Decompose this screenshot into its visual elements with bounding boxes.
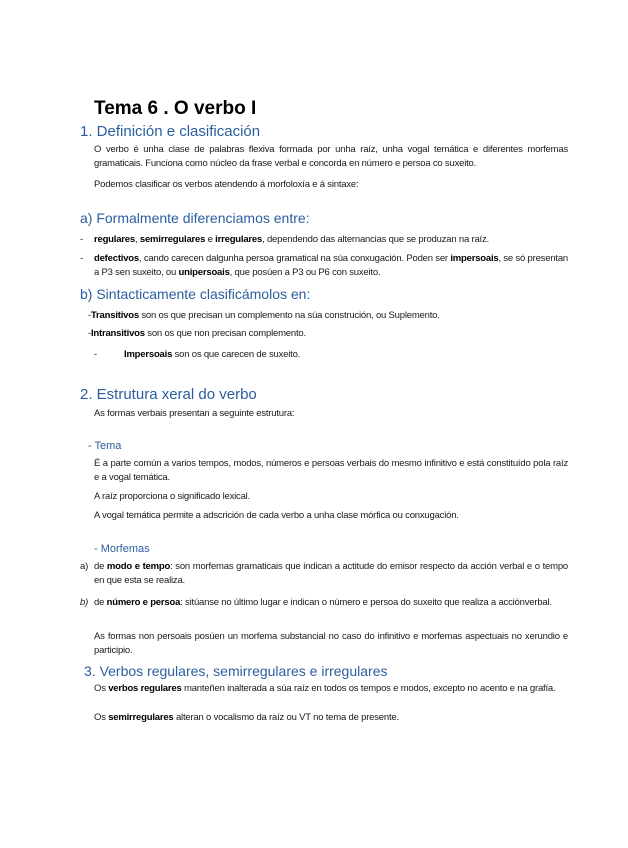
subsection-a-title: Formalmente diferenciamos entre: [96,210,310,226]
morfemas-a-item: de modo e tempo: son morfemas gramaticais que indican a actitude do emisor respecto da acción verbal e o tempo en que esta se realiza. [94,561,568,586]
section-3-paragraph-1: Os verbos regulares manteñen inalterada a súa raíz en todos os tempos e modos, excepto no acento e na grafía. [94,683,556,694]
list-item-impersoais: Impersoais son os que carecen de suxeito. [124,349,301,360]
morfemas-paragraph: As formas non persoais posúen un morfema substancial no caso do infinitivo e morfemas aspectuais no xerundio e participio. [94,631,568,656]
list-item-dash: - [80,253,83,264]
subsection-b-marker: b) [80,286,93,302]
subsection-a-marker: a) [80,210,93,226]
subsection-a-heading [80,210,310,226]
section-1-paragraph-1: O verbo é unha clase de palabras flexiva formada por unha raíz, unha vogal temática e diferentes morfemas gramaticais. Funciona como núcleo da frase verbal e concorda en número e persoa co suxeito. [94,144,568,169]
section-2-heading: 2. Estrutura xeral do verbo [80,386,257,403]
tema-paragraph-1: É a parte común a varios tempos, modos, números e persoas verbais do mesmo infinitivo e está constituído pola raíz e a vogal temática. [94,458,568,483]
section-1-heading: 1. Definición e clasificación [80,123,261,140]
list-item-regulares: regulares, semirregulares e irregulares, dependendo das alternancias que se produzan na raíz. [94,234,489,245]
morfemas-label: - Morfemas [94,543,150,555]
morfemas-b-marker: b) [80,597,89,608]
morfemas-b-item: de número e persoa: sitúanse no último lugar e indican o número e persoa do suxeito que realiza a acciónverbal. [94,597,552,608]
section-2-paragraph-1: As formas verbais presentan a seguinte estrutura: [94,408,295,419]
subsection-b-heading [80,286,310,302]
subsection-b-title: Sintacticamente clasificámolos en: [96,286,311,302]
list-item-dash: - [80,234,83,245]
list-item-defectivos: defectivos, cando carecen dalgunha persoa gramatical na súa conxugación. Poden ser impersoais, se só presentan a P3 sen suxeito, ou unipersoais, que posúen a P3 ou P6 con suxeito. [94,253,568,278]
list-item-intransitivos: -Intransitivos son os que non precisan complemento. [88,328,306,339]
tema-label: - Tema [88,440,122,452]
section-1-paragraph-2: Podemos clasificar os verbos atendendo á morfoloxía e á sintaxe: [94,179,359,190]
section-3-heading: 3. Verbos regulares, semirregulares e irregulares [84,663,388,679]
tema-paragraph-3: A vogal temática permite a adscrición de cada verbo a unha clase mórfica ou conxugación. [94,510,459,521]
list-item-dash: - [94,349,97,360]
tema-paragraph-2: A raíz proporciona o significado lexical. [94,491,251,502]
section-3-paragraph-2: Os semirregulares alteran o vocalismo da raíz ou VT no tema de presente. [94,712,399,723]
list-item-transitivos: -Transitivos son os que precisan un complemento na súa construción, ou Suplemento. [88,310,440,321]
morfemas-a-marker: a) [80,561,89,572]
page-title: Tema 6 . O verbo I [94,98,257,119]
